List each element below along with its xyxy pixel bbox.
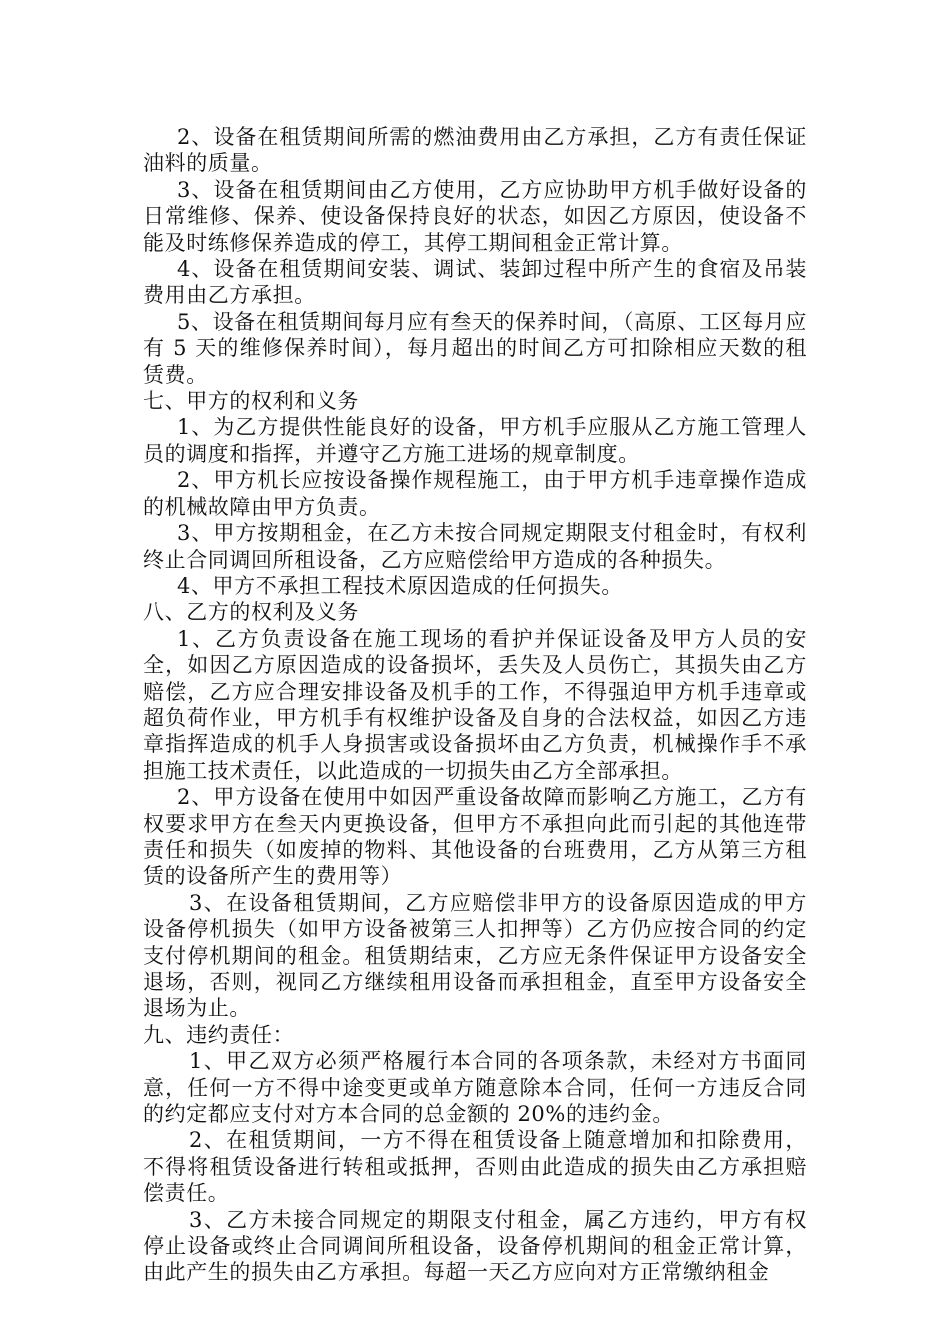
paragraph: 2、在租赁期间，一方不得在租赁设备上随意增加和扣除费用，不得将租赁设备进行转租或抵押，否则由此造成的损失由乙方承担赔偿责任。	[143, 1128, 807, 1206]
paragraph: 1、甲乙双方必须严格履行本合同的各项条款，未经对方书面同意，任何一方不得中途变更或单方随意除本合同，任何一方违反合同的约定都应支付对方本合同的总金额的 20%的违约金。	[143, 1049, 807, 1127]
paragraph: 4、设备在租赁期间安装、调试、装卸过程中所产生的食宿及吊装费用由乙方承担。	[143, 257, 807, 308]
paragraph: 3、甲方按期租金，在乙方未按合同规定期限支付租金时，有权利终止合同调回所租设备，乙方应赔偿给甲方造成的各种损失。	[143, 521, 807, 572]
section-heading: 八、乙方的权利及义务	[143, 600, 359, 625]
section-heading: 七、甲方的权利和义务	[143, 389, 359, 414]
paragraph: 3、设备在租赁期间由乙方使用，乙方应协助甲方机手做好设备的日常维修、保养、使设备保持良好的状态，如因乙方原因，使设备不能及时练修保养造成的停工，其停工期间租金正常计算。	[143, 177, 807, 255]
paragraph: 5、设备在租赁期间每月应有叁天的保养时间，（高原、工区每月应有 5 天的维修保养时间），每月超出的时间乙方可扣除相应天数的租赁费。	[143, 309, 807, 387]
paragraph: 2、甲方机长应按设备操作规程施工，由于甲方机手违章操作造成的机械故障由甲方负责。	[143, 468, 807, 519]
paragraph: 1、乙方负责设备在施工现场的看护并保证设备及甲方人员的安全，如因乙方原因造成的设备损坏，丢失及人员伤亡，其损失由乙方赔偿，乙方应合理安排设备及机手的工作，不得强迫甲方机手违章或超负荷作业，甲方机手有权维护设备及自身的合法权益，如因乙方违章指挥造成的机手人身损害或设备损坏由乙方负责，机械操作手不承担施工技术责任，以此造成的一切损失由乙方全部承担。	[143, 626, 807, 783]
section-heading: 九、违约责任：	[143, 1022, 295, 1047]
paragraph: 1、为乙方提供性能良好的设备，甲方机手应服从乙方施工管理人员的调度和指挥，并遵守乙方施工进场的规章制度。	[143, 415, 807, 466]
paragraph: 3、在设备租赁期间，乙方应赔偿非甲方的设备原因造成的甲方设备停机损失（如甲方设备被第三人扣押等）乙方仍应按合同的约定支付停机期间的租金。租赁期结束，乙方应无条件保证甲方设备安全退场，否则，视同乙方继续租用设备而承担租金，直至甲方设备安全退场为止。	[143, 890, 807, 1021]
paragraph: 2、甲方设备在使用中如因严重设备故障而影响乙方施工，乙方有权要求甲方在叁天内更换设备，但甲方不承担向此而引起的其他连带责任和损失（如废掉的物料、其他设备的台班费用，乙方从第三方租赁的设备所产生的费用等）	[143, 785, 807, 889]
paragraph: 2、设备在租赁期间所需的燃油费用由乙方承担，乙方有责任保证油料的质量。	[143, 125, 807, 176]
paragraph: 3、乙方未接合同规定的期限支付租金，属乙方违约，甲方有权停止设备或终止合同调间所租设备，设备停机期间的租金正常计算，由此产生的损失由乙方承担。每超一天乙方应向对方正常缴纳租金	[143, 1207, 807, 1285]
document-body	[143, 124, 807, 1286]
paragraph: 4、甲方不承担工程技术原因造成的任何损失。	[177, 573, 623, 598]
